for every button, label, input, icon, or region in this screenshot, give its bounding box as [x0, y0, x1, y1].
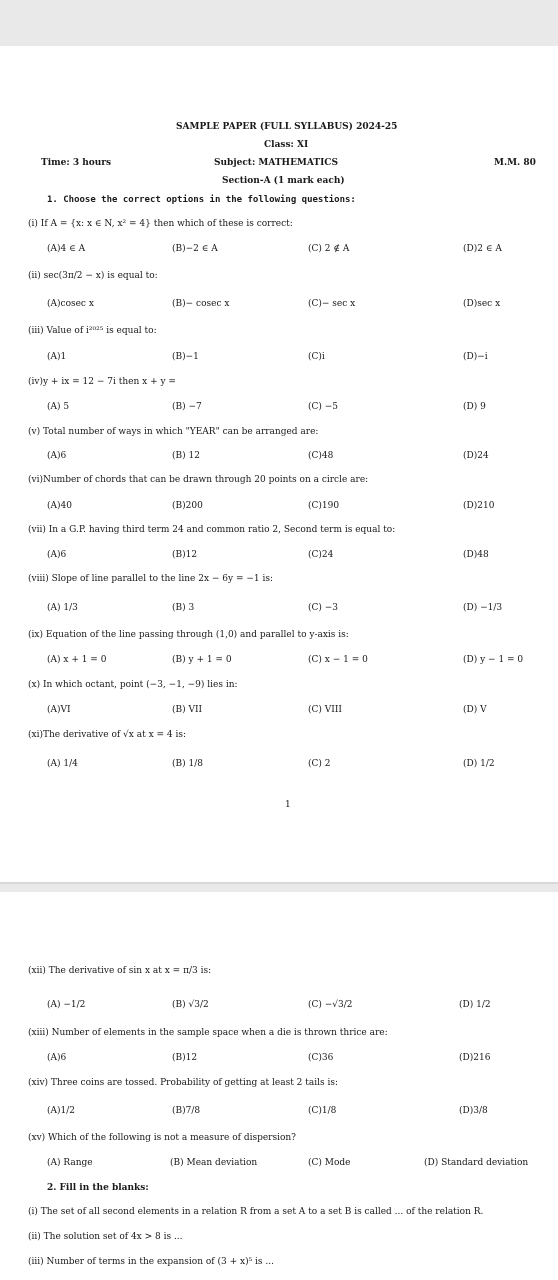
option-b: (B) √3/2	[172, 1000, 209, 1010]
option-b: (B) VII	[172, 705, 203, 715]
fill-item-3: (iii) Number of terms in the expansion of (3 + x)⁵ is ...	[28, 1257, 274, 1267]
fill-item-2: (ii) The solution set of 4x > 8 is ...	[28, 1232, 183, 1242]
option-d: (D)3/8	[459, 1106, 488, 1116]
option-b: (B) y + 1 = 0	[172, 655, 232, 665]
option-b: (B)12	[172, 550, 198, 560]
option-a: (A) Range	[47, 1158, 93, 1168]
time-label: Time: 3 hours	[41, 158, 112, 168]
option-a: (A)1/2	[47, 1106, 76, 1116]
option-a: (A)1	[47, 352, 67, 362]
option-c: (C)190	[308, 501, 340, 511]
fill-item-1: (i) The set of all second elements in a relation R from a set A to a set B is called ... of the relation R.	[28, 1207, 484, 1217]
option-c: (C) Mode	[308, 1158, 351, 1168]
option-c: (C) VIII	[308, 705, 342, 715]
question-11: (xi)The derivative of √x at x = 4 is:	[28, 730, 187, 740]
option-d: (D) 1/2	[459, 1000, 491, 1010]
question-6: (vi)Number of chords that can be drawn through 20 points on a circle are:	[28, 475, 369, 485]
option-a: (A) 1/3	[47, 603, 78, 613]
instruction-heading: 1. Choose the correct options in the following questions:	[47, 195, 356, 205]
question-12: (xii) The derivative of sin x at x = π/3 is:	[28, 966, 212, 976]
option-d: (D) V	[463, 705, 487, 715]
option-b: (B) 12	[172, 451, 200, 461]
question-2: (ii) sec(3π/2 − x) is equal to:	[28, 271, 158, 281]
option-c: (C)i	[308, 352, 325, 362]
option-b: (B)−2 ∈ A	[172, 244, 218, 254]
option-a: (A)cosec x	[47, 299, 94, 309]
option-b: (B) −7	[172, 402, 202, 412]
option-d: (D)2 ∈ A	[463, 244, 502, 254]
option-a: (A)40	[47, 501, 72, 511]
max-marks-label: M.M. 80	[494, 158, 536, 168]
fill-blanks-heading: 2. Fill in the blanks:	[47, 1183, 149, 1193]
option-b: (B)200	[172, 501, 203, 511]
option-a: (A) 5	[47, 402, 70, 412]
section-heading: Section-A (1 mark each)	[222, 176, 345, 186]
page-number: 1	[285, 800, 291, 810]
option-c: (C)− sec x	[308, 299, 356, 309]
option-d: (D) 9	[463, 402, 486, 412]
option-a: (A)VI	[47, 705, 71, 715]
option-d: (D)216	[459, 1053, 491, 1063]
option-c: (C) −5	[308, 402, 339, 412]
option-b: (B)12	[172, 1053, 198, 1063]
option-b: (B)−1	[172, 352, 199, 362]
option-d: (D) Standard deviation	[424, 1158, 529, 1168]
class-label: Class: XI	[264, 140, 309, 150]
option-c: (C)48	[308, 451, 334, 461]
question-8: (viii) Slope of line parallel to the line 2x − 6y = −1 is:	[28, 574, 274, 584]
option-c: (C) x − 1 = 0	[308, 655, 368, 665]
option-c: (C) −3	[308, 603, 339, 613]
option-d: (D) −1/3	[463, 603, 503, 613]
paper-title: SAMPLE PAPER (FULL SYLLABUS) 2024-25	[176, 122, 398, 132]
option-c: (C)24	[308, 550, 334, 560]
question-10: (x) In which octant, point (−3, −1, −9) lies in:	[28, 680, 238, 690]
question-9: (ix) Equation of the line passing through (1,0) and parallel to y-axis is:	[28, 630, 349, 640]
option-d: (D)sec x	[463, 299, 501, 309]
option-b: (B)− cosec x	[172, 299, 230, 309]
question-3: (iii) Value of i²⁰²⁵ is equal to:	[28, 326, 157, 336]
option-c: (C) 2	[308, 759, 331, 769]
option-a: (A)6	[47, 550, 67, 560]
option-a: (A) 1/4	[47, 759, 78, 769]
option-c: (C)1/8	[308, 1106, 337, 1116]
option-d: (D)48	[463, 550, 489, 560]
option-a: (A)6	[47, 1053, 67, 1063]
option-a: (A) x + 1 = 0	[47, 655, 107, 665]
page-separator	[0, 882, 558, 884]
option-d: (D)210	[463, 501, 495, 511]
page-1	[0, 46, 558, 882]
option-d: (D) y − 1 = 0	[463, 655, 524, 665]
question-5: (v) Total number of ways in which "YEAR" can be arranged are:	[28, 427, 319, 437]
option-b: (B) 1/8	[172, 759, 203, 769]
option-a: (A)6	[47, 451, 67, 461]
question-4: (iv)y + ix = 12 − 7i then x + y =	[28, 377, 176, 387]
option-d: (D)−i	[463, 352, 488, 362]
question-7: (vii) In a G.P. having third term 24 and common ratio 2, Second term is equal to:	[28, 525, 396, 535]
question-15: (xv) Which of the following is not a measure of dispersion?	[28, 1133, 297, 1143]
question-1: (i) If A = {x: x ∈ N, x² = 4} then which of these is correct:	[28, 219, 293, 229]
option-b: (B) Mean deviation	[170, 1158, 258, 1168]
option-a: (A)4 ∈ A	[47, 244, 86, 254]
option-b: (B) 3	[172, 603, 195, 613]
option-c: (C)36	[308, 1053, 334, 1063]
subject-label: Subject: MATHEMATICS	[214, 158, 338, 168]
option-d: (D)24	[463, 451, 489, 461]
question-13: (xiii) Number of elements in the sample space when a die is thrown thrice are:	[28, 1028, 388, 1038]
option-d: (D) 1/2	[463, 759, 495, 769]
option-a: (A) −1/2	[47, 1000, 86, 1010]
option-c: (C) 2 ∉ A	[308, 244, 350, 254]
option-c: (C) −√3/2	[308, 1000, 353, 1010]
option-b: (B)7/8	[172, 1106, 201, 1116]
question-14: (xiv) Three coins are tossed. Probability of getting at least 2 tails is:	[28, 1078, 339, 1088]
